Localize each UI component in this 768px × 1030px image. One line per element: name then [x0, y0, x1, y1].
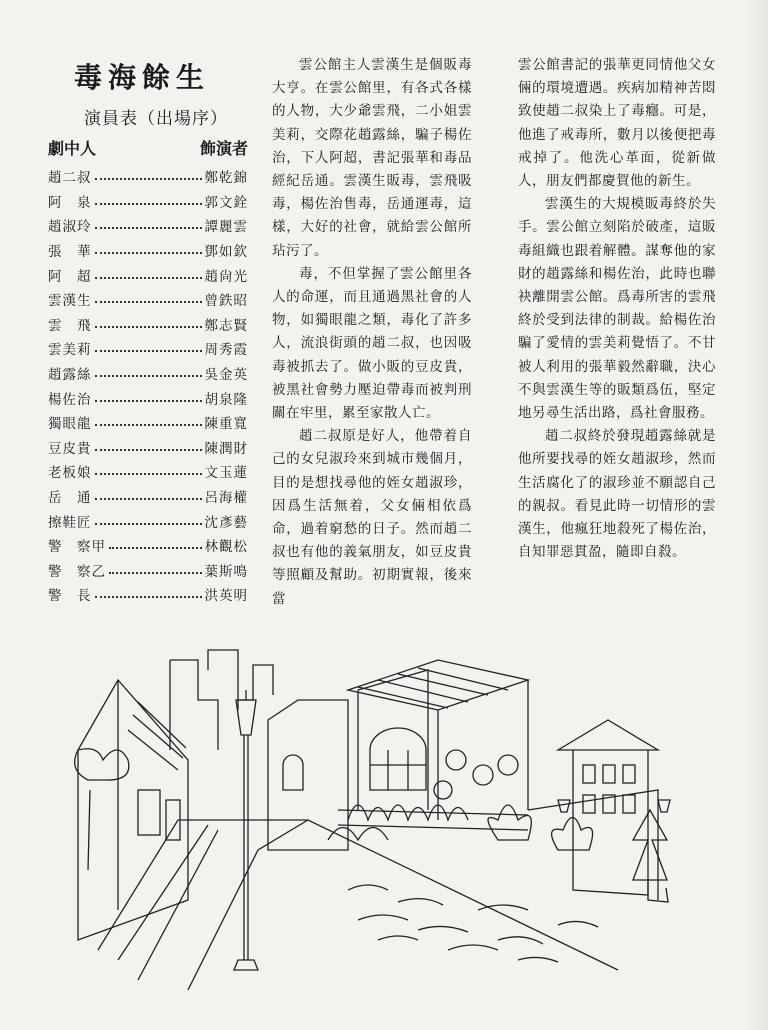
- cast-row: [48, 262, 248, 287]
- synopsis-paragraph: 趙二叔終於發現趙露絲就是他所要找尋的姪女趙淑珍，然而生活腐化了的淑珍並不願認自己的親叔。看見此時一切情形的雲漢生，他瘋狂地殺死了楊佐治，自知罪惡貫盈，隨即自殺。: [518, 428, 716, 561]
- cast-row: [48, 287, 248, 312]
- synopsis-paragraph: 毒，不但掌握了雲公館里各人的命運，而且通過黑社會的人物，如獨眼龍之類，毒化了許多人，流浪街頭的趙二叔，也因吸毒被抓去了。做小販的豆皮貴，被黑社會勢力壓迫帶毒而被判刑關在牢里，累至家散人亡。: [272, 265, 472, 422]
- cast-row: [48, 410, 248, 435]
- cast-role: 警 察甲: [48, 539, 106, 556]
- cast-actor: 陳重寬: [204, 416, 248, 433]
- cast-actor: 鄧如欽: [204, 244, 248, 261]
- cast-table-header: [48, 136, 248, 158]
- cast-role: 警 長: [48, 588, 92, 605]
- cast-role: 警 察乙: [48, 563, 106, 580]
- cast-role: 趙露絲: [48, 367, 92, 384]
- cast-role: 楊佐治: [48, 391, 92, 408]
- cast-row: [48, 213, 248, 238]
- cast-actor: 鄭志賢: [204, 317, 248, 334]
- cast-actor: 郭文銓: [204, 194, 248, 211]
- dot-leader: [109, 572, 202, 574]
- cast-actor: 鄭乾錦: [204, 170, 248, 187]
- cast-role: 趙淑玲: [48, 219, 92, 236]
- cast-row: [48, 385, 248, 410]
- cast-heading: 演員表（出場序）: [84, 109, 228, 129]
- cast-row: [48, 484, 248, 509]
- dot-leader: [95, 277, 202, 279]
- synopsis-column-1: [272, 54, 472, 611]
- stage-set-illustration: [58, 640, 708, 1000]
- cast-row: [48, 164, 248, 189]
- dot-leader: [95, 252, 202, 254]
- cast-role: 老板娘: [48, 465, 92, 482]
- cast-role: 岳 通: [48, 490, 92, 507]
- dot-leader: [95, 523, 202, 525]
- cast-role: 趙二叔: [48, 170, 92, 187]
- cast-actor: 吳金英: [204, 367, 248, 384]
- cast-row: [48, 582, 248, 607]
- cast-role: 阿 泉: [48, 194, 92, 211]
- cast-actor: 趙尙光: [204, 268, 248, 285]
- cast-row: [48, 189, 248, 214]
- cast-row: [48, 312, 248, 337]
- cast-role: 豆皮貴: [48, 440, 92, 457]
- dot-leader: [95, 424, 202, 426]
- cast-row: [48, 533, 248, 558]
- cast-role: 雲美莉: [48, 342, 92, 359]
- dot-leader: [95, 473, 202, 475]
- actor-column-header: 飾演者: [199, 139, 248, 158]
- dot-leader: [95, 301, 202, 303]
- cast-list: [48, 164, 248, 607]
- synopsis-paragraph: 雲公館主人雲漢生是個販毒大亨。在雲公館里，有各式各樣的人物，大少爺雲飛，二小姐雲美莉，交際花趙露絲，騙子楊佐治，下人阿超，書記張華和毒品經紀岳通。雲漢生販毒，雲飛吸毒，楊佐治售毒，岳通運毒，這樣，大好的社會，就給雲公館所玷污了。: [272, 57, 472, 259]
- cast-role: 雲 飛: [48, 317, 92, 334]
- dot-leader: [95, 400, 202, 402]
- cast-actor: 譚麗雲: [204, 219, 248, 236]
- cast-row: [48, 459, 248, 484]
- dot-leader: [95, 498, 202, 500]
- cast-actor: 周秀霞: [204, 342, 248, 359]
- cast-role: 阿 超: [48, 268, 92, 285]
- cast-actor: 洪英明: [204, 588, 248, 605]
- page-title: 毒海餘生: [74, 61, 211, 94]
- dot-leader: [109, 547, 202, 549]
- dot-leader: [95, 178, 202, 180]
- cast-actor: 文玉蓮: [204, 465, 248, 482]
- cast-actor: 陳潤財: [204, 440, 248, 457]
- dot-leader: [95, 449, 202, 451]
- cast-row: [48, 558, 248, 583]
- cast-row: [48, 508, 248, 533]
- dot-leader: [95, 350, 202, 352]
- dot-leader: [95, 326, 202, 328]
- cast-actor: 沈彥藝: [204, 514, 248, 531]
- role-column-header: 劇中人: [48, 139, 97, 158]
- cast-row: [48, 361, 248, 386]
- cast-role: 獨眼龍: [48, 416, 92, 433]
- cast-row: [48, 238, 248, 263]
- dot-leader: [95, 375, 202, 377]
- cast-actor: 林觀松: [204, 539, 248, 556]
- cast-role: 雲漢生: [48, 293, 92, 310]
- synopsis-paragraph: 趙二叔原是好人，他帶着自己的女兒淑玲來到城市幾個月，目的是想找尋他的姪女趙淑珍，因爲生活無着，父女倆相依爲命，過着窮愁的日子。然而趙二叔也有他的義氣朋友，如豆皮貴等照顧及幫助。初期實報，後來當: [272, 428, 472, 607]
- synopsis-paragraph: 雲漢生的大規模販毒終於失手。雲公館立刻陷於破產，這販毒組織也跟着解體。謀奪他的家財的趙露絲和楊佐治，此時也聯袂離開雲公館。爲毒所害的雲飛終於受到法律的制裁。給楊佐治騙了愛情的雲美莉覺悟了。不甘被人利用的張華毅然辭職，決心不與雲漢生等的販類爲伍，堅定地另尋生活出路，爲社會服務。: [518, 196, 716, 422]
- dot-leader: [95, 596, 202, 598]
- cast-row: [48, 336, 248, 361]
- synopsis-paragraph: 雲公館書記的張華更同情他父女倆的環境遭遇。疾病加精神苦悶致使趙二叔染上了毒癮。可是，他進了戒毒所，數月以後便把毒戒掉了。他洗心革面，從新做人，朋友們都慶賀他的新生。: [518, 57, 716, 190]
- dot-leader: [95, 227, 202, 229]
- cast-actor: 呂海權: [204, 490, 248, 507]
- dot-leader: [95, 203, 202, 205]
- page-edge-shadow: [746, 0, 768, 1030]
- cast-actor: 曾鉄昭: [204, 293, 248, 310]
- cast-role: 擦鞋匠: [48, 514, 92, 531]
- cast-role: 張 華: [48, 244, 92, 261]
- cast-row: [48, 435, 248, 460]
- cast-actor: 葉斯鳴: [204, 563, 248, 580]
- stage-set-drawing: [58, 640, 708, 1000]
- synopsis-column-2: [518, 54, 716, 564]
- cast-actor: 胡泉隆: [204, 391, 248, 408]
